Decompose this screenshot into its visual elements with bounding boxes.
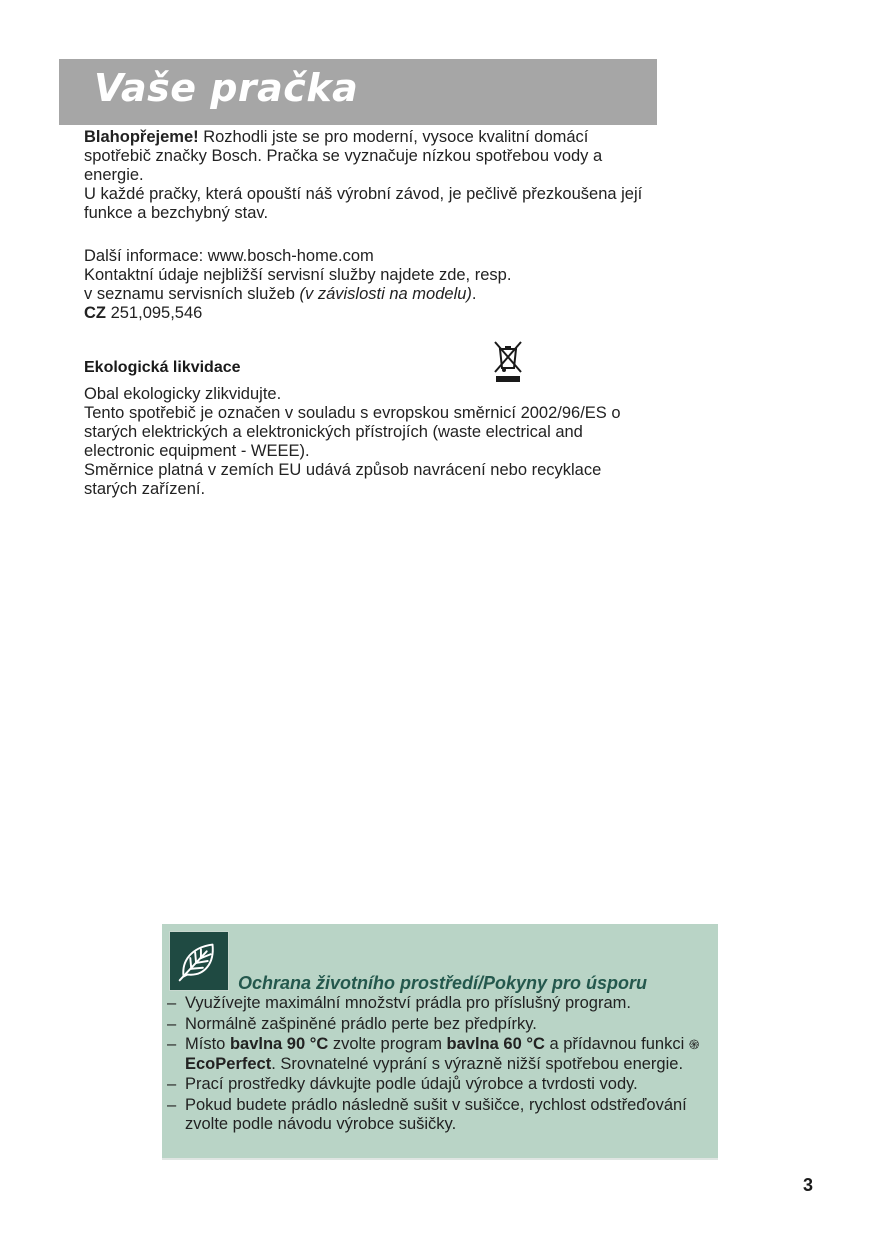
tip-bold: bavlna 90 °C [229,1035,329,1053]
tip-text: Místo [185,1035,230,1053]
leaf-icon [169,931,229,991]
ecology-heading: Ekologická likvidace [84,359,241,376]
page-title: Vaše pračka [94,66,359,110]
bullet-dash: – [167,994,177,1012]
bullet-dash: – [167,1014,177,1033]
service-line [84,266,654,304]
tip-bold: EcoPerfect [185,1054,272,1073]
intro-text: Rozhodli jste se pro moderní, vysoce kvalitní domácí spotřebič značky Bosch. Pračka se vyznačuje nízkou spotřebou vody a energie. [84,128,603,184]
crossed-out-wheelie-bin-icon [492,339,524,385]
service-text-1: Kontaktní údaje nejbližší servisní služby najdete zde, resp. [84,266,512,284]
tip-item [167,1015,712,1035]
tip-text: . Srovnatelné vyprání s výrazně nižší spotřebou energie. [271,1054,684,1073]
packaging-line: Obal ekologicky zlikvidujte. [84,385,282,403]
service-note: (v závislosti na modelu) [299,285,472,303]
tip-text: Normálně zašpiněné prádlo perte bez předpírky. [185,1014,537,1033]
info-line: Další informace: www.bosch-home.com [84,247,374,265]
tip-text: Prací prostředky dávkujte podle údajů výrobce a tvrdosti vody. [185,1075,638,1093]
service-text-2: v seznamu servisních služeb [84,285,300,303]
intro-paragraph [84,128,654,185]
tip-text: Pokud budete prádlo následně sušit v sušičce, rychlost odstřeďování zvolte podle návodu výrobce sušičky. [185,1095,687,1133]
bullet-dash: – [167,1075,177,1093]
phone-number: 251,095,546 [106,304,203,322]
bullet-dash: – [167,1095,177,1114]
ecology-section [84,385,654,499]
tips-list [167,994,712,1136]
service-end: . [471,285,477,303]
tip-text: a přídavnou funkci [544,1035,689,1053]
page-number: 3 [803,1175,814,1195]
tip-bold: bavlna 60 °C [446,1035,545,1053]
eco-perfect-icon: ֍ [688,1037,700,1052]
tip-item [167,1035,712,1074]
environment-tips-box [162,924,718,1160]
bullet-dash: – [167,1035,177,1053]
tip-item [167,1096,712,1135]
tip-text: zvolte program [328,1035,447,1053]
contact-section [84,247,654,323]
intro-check-paragraph: U každé pračky, která opouští náš výrobní závod, je pečlivě přezkoušena její funkce a bezchybný stav. [84,185,643,222]
tip-text: Využívejte maximální množství prádla pro příslušný program. [185,994,631,1012]
phone-line [84,304,654,323]
intro-section [84,128,654,223]
recycling-line: Směrnice platná v zemích EU udává způsob navrácení nebo recyklace starých zařízení. [84,461,602,498]
country-code: CZ [84,304,106,322]
environment-heading: Ochrana životního prostředí/Pokyny pro úsporu [238,973,648,993]
weee-directive-line: Tento spotřebič je označen v souladu s evropskou směrnicí 2002/96/ES o starých elektrických a elektronických přístrojích (waste electrical and electronic equipment - WEEE). [84,404,621,460]
intro-lead: Blahopřejeme! [84,128,199,146]
tip-item [167,1075,712,1095]
title-bar [59,59,657,125]
tip-item [167,994,712,1014]
